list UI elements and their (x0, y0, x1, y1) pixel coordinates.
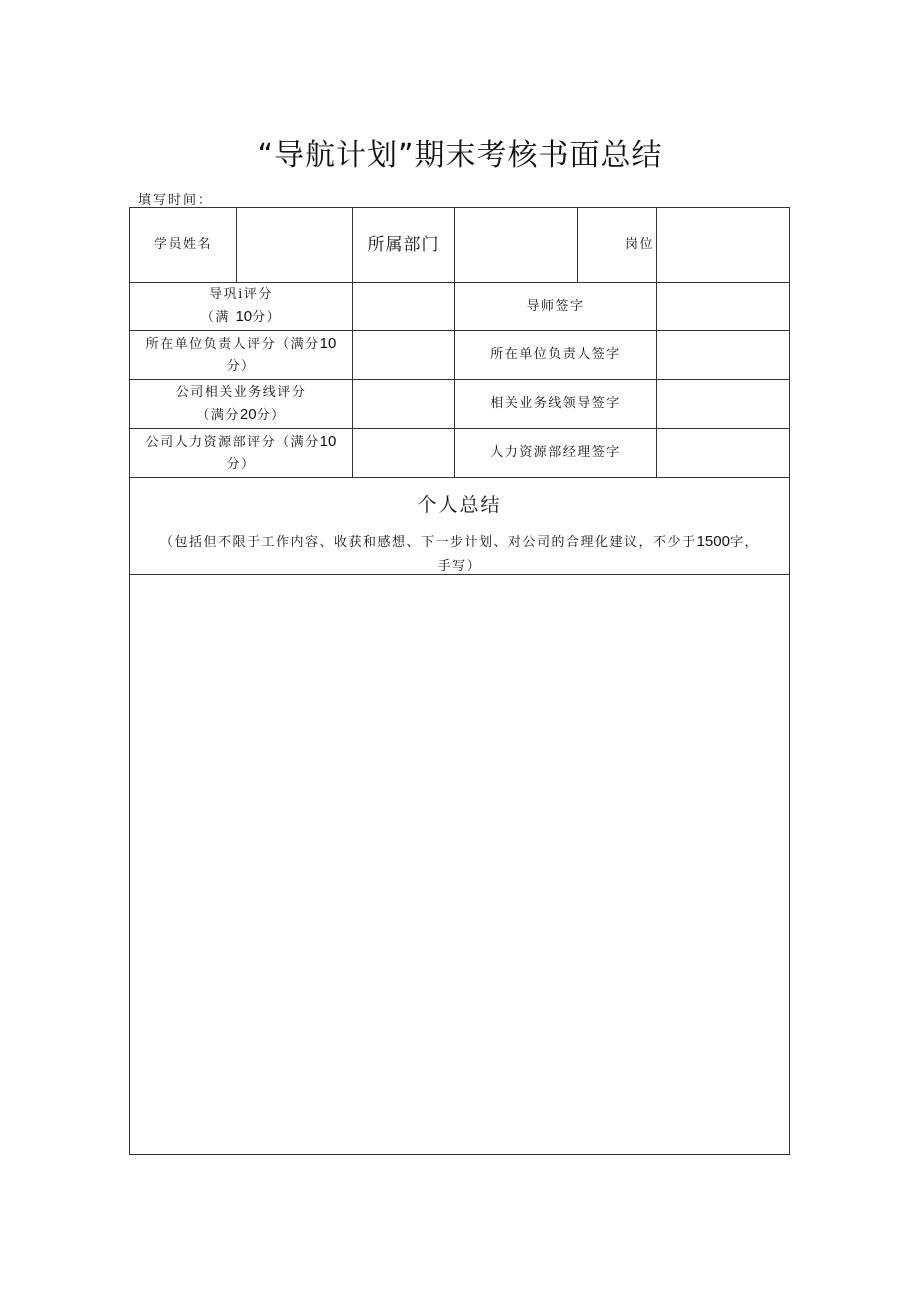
hr-score-label-line1 (146, 431, 337, 454)
hr-score-label (130, 429, 352, 477)
label-text: 分） (252, 310, 282, 325)
max-score: 20 (239, 405, 257, 423)
unit-head-score-label-line2: 分） (226, 358, 256, 374)
fill-time-label: 填写时间： (138, 193, 214, 208)
label-text: （满 (200, 310, 230, 325)
instructions-text: 字， (729, 535, 759, 550)
business-line-score-label-line1: 公司相关业务线评分 (175, 384, 307, 400)
mentor-signature-label: 导师签字 (526, 298, 585, 314)
unit-head-signature-field[interactable] (657, 331, 789, 379)
label-text: （满分 (196, 407, 240, 423)
label-text: 所在单位负责人评分（满分 (145, 336, 320, 352)
personal-summary-writing-area[interactable] (130, 575, 789, 1154)
unit-head-signature-label: 所在单位负责人签字 (490, 347, 621, 362)
business-line-score-label (130, 380, 352, 428)
department-label: 所属部门 (367, 235, 440, 255)
department-field[interactable] (455, 208, 577, 282)
document-title: “导航计划”期末考核书面总结 (257, 138, 663, 173)
row-divider (130, 477, 789, 478)
instructions-text: （包括但不限于工作内容、收获和感想、下一步计划、对公司的合理化建议，不少于 (160, 535, 697, 550)
min-characters: 1500 (696, 533, 730, 550)
instructions-line1 (130, 530, 789, 555)
personal-summary-heading: 个人总结 (417, 494, 502, 516)
label-text: 分） (256, 407, 286, 423)
hr-signature-label: 人力资源部经理签字 (490, 445, 621, 460)
business-line-signature-field[interactable] (657, 380, 789, 428)
business-line-score-field[interactable] (353, 380, 454, 428)
instructions-line2: 手写） (437, 559, 482, 574)
business-line-score-label-line2 (196, 404, 285, 427)
mentor-score-label-line1: 导巩i评分 (209, 287, 273, 302)
unit-head-score-field[interactable] (353, 331, 454, 379)
student-name-label: 学员姓名 (153, 237, 212, 252)
hr-score-field[interactable] (353, 429, 454, 477)
max-score: 10 (319, 334, 337, 352)
business-line-signature-label: 相关业务线领导签字 (490, 396, 621, 411)
position-label: 岗位 (624, 237, 654, 252)
student-name-field[interactable] (237, 208, 352, 282)
hr-score-label-line2: 分） (226, 456, 256, 472)
mentor-score-field[interactable] (353, 283, 454, 330)
personal-summary-instructions (130, 530, 789, 579)
evaluation-form-table (129, 207, 790, 1155)
unit-head-score-label (130, 331, 352, 379)
max-score: 10 (235, 308, 253, 325)
mentor-score-label-line2 (201, 306, 281, 329)
hr-signature-field[interactable] (657, 429, 789, 477)
mentor-score-label (130, 283, 352, 330)
max-score: 10 (319, 432, 337, 450)
unit-head-score-label-line1 (146, 333, 337, 356)
position-field[interactable] (657, 208, 789, 282)
label-text: 公司人力资源部评分（满分 (145, 434, 320, 450)
mentor-signature-field[interactable] (657, 283, 789, 330)
